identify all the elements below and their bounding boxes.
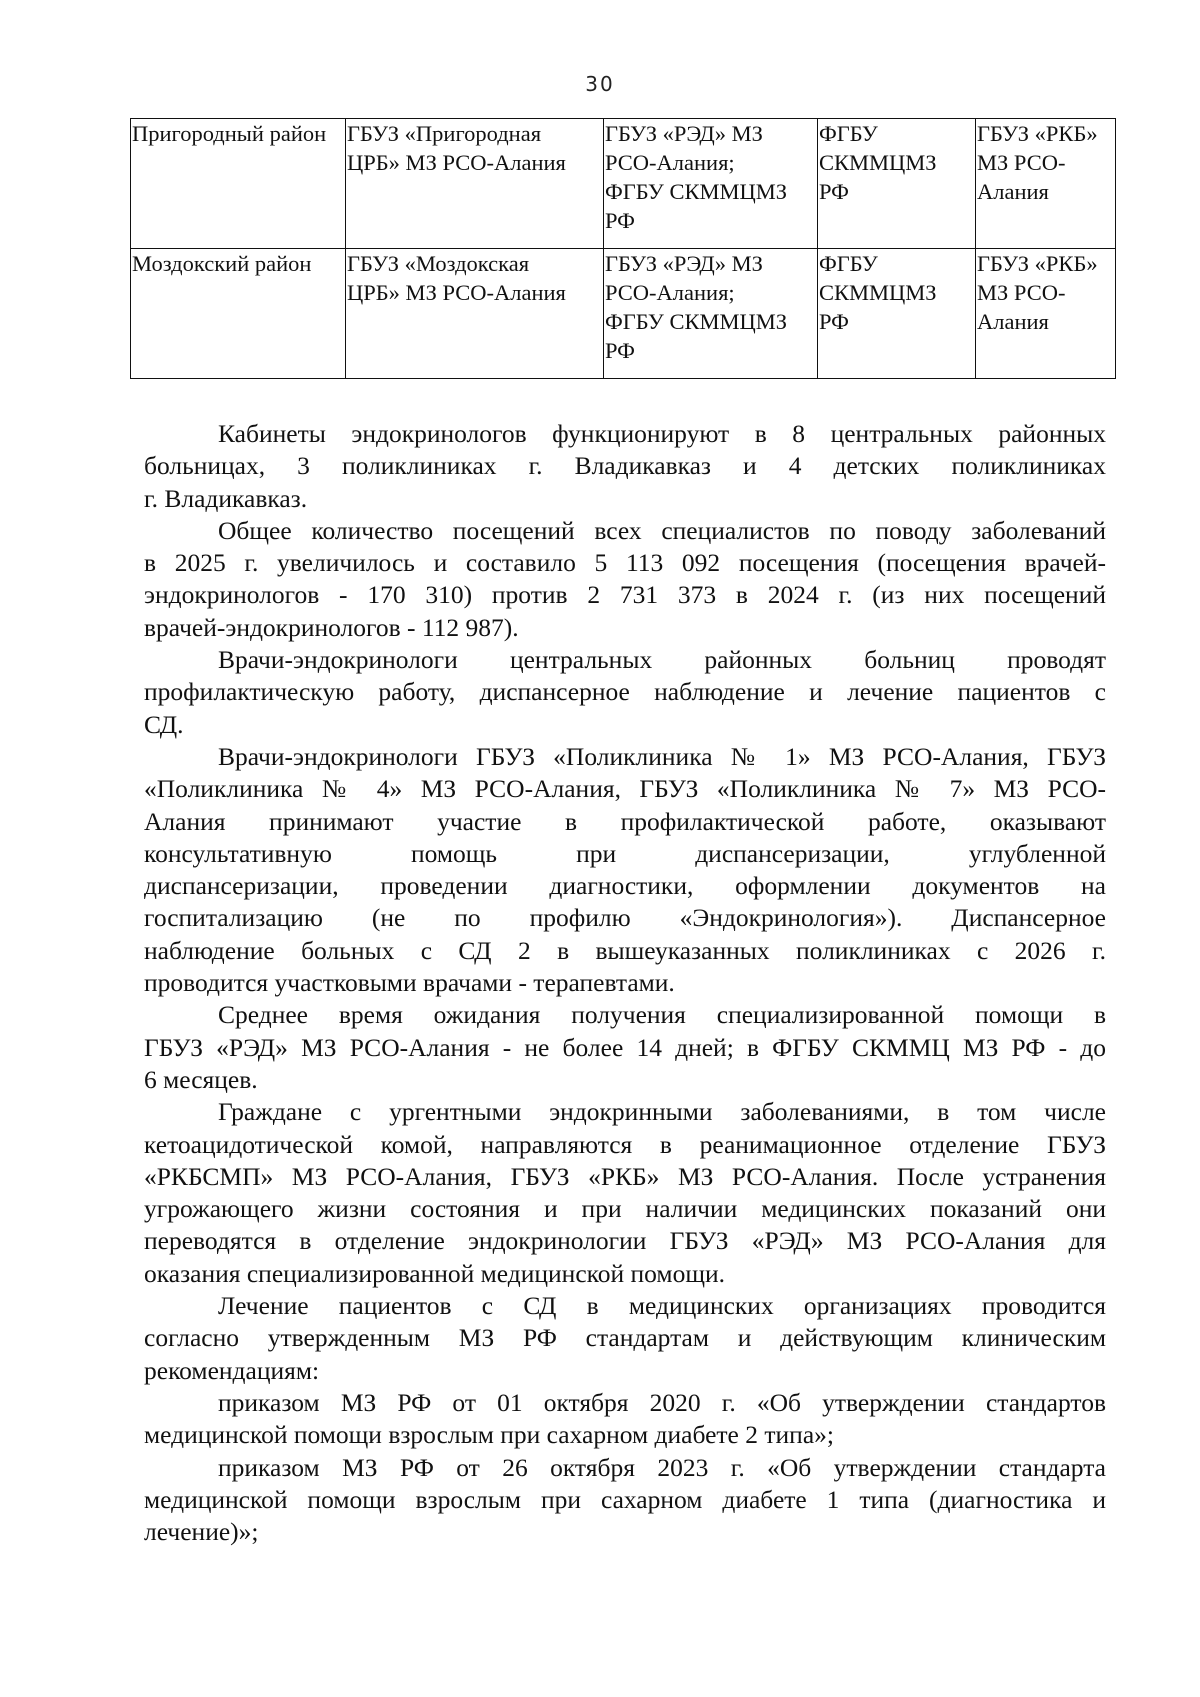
- table-cell-crb: [346, 249, 604, 379]
- text-line: в 2025 г. увеличилось и составило 5 113 092 посещения (посещения врачей-: [144, 548, 1106, 578]
- text-line: кетоацидотической комой, направляются в реанимационное отделение ГБУЗ: [144, 1129, 1106, 1159]
- text-line: госпитализацию (не по профилю «Эндокринология»). Диспансерное: [144, 903, 1106, 933]
- text-line: рекомендациям:: [144, 1355, 320, 1385]
- cell-text-line: ГБУЗ «РКБ»: [977, 251, 1098, 276]
- table-cell-fgbu: [818, 119, 976, 249]
- table-cell-red: [604, 119, 818, 249]
- text-line: «Поликлиника № 4» МЗ РСО-Алания, ГБУЗ «Поликлиника № 7» МЗ РСО-: [144, 774, 1106, 804]
- cell-text-line: ГБУЗ «Моздокская: [347, 251, 530, 276]
- paragraph: [144, 741, 1106, 999]
- text-line: оказания специализированной медицинской помощи.: [144, 1258, 725, 1288]
- text-line: медицинской помощи взрослым при сахарном диабете 1 типа (диагностика и: [144, 1484, 1106, 1514]
- paragraph: [144, 999, 1106, 1096]
- cell-text-line: МЗ РСО-: [977, 150, 1066, 175]
- cell-text-line: Алания: [977, 309, 1049, 334]
- text-line: приказом МЗ РФ от 01 октября 2020 г. «Об утверждении стандартов: [218, 1387, 1106, 1417]
- table-cell-district: [131, 249, 346, 379]
- text-line: наблюдение больных с СД 2 в вышеуказанных поликлиниках с 2026 г.: [144, 935, 1106, 965]
- text-line: ГБУЗ «РЭД» МЗ РСО-Алания - не более 14 дней; в ФГБУ СКММЦ МЗ РФ - до: [144, 1032, 1106, 1062]
- table-cell-fgbu: [818, 249, 976, 379]
- cell-text-line: ГБУЗ «Пригородная: [347, 121, 542, 146]
- organizations-table: [130, 118, 1116, 379]
- cell-text-line: РСО-Алания;: [605, 150, 735, 175]
- cell-text-line: ГБУЗ «РКБ»: [977, 121, 1098, 146]
- text-line: 6 месяцев.: [144, 1064, 258, 1094]
- text-line: Врачи-эндокринологи ГБУЗ «Поликлиника № 1» МЗ РСО-Алания, ГБУЗ: [218, 741, 1106, 771]
- table-row: [131, 249, 1116, 379]
- text-line: лечение)»;: [144, 1517, 259, 1547]
- cell-text-line: Моздокский район: [132, 251, 312, 276]
- paragraph: [144, 418, 1106, 515]
- text-line: врачей-эндокринологов - 112 987).: [144, 612, 519, 642]
- table-cell-red: [604, 249, 818, 379]
- cell-text-line: СКММЦМЗ: [819, 150, 937, 175]
- table-cell-rkb: [976, 249, 1116, 379]
- text-line: СД.: [144, 709, 184, 739]
- cell-text-line: ГБУЗ «РЭД» МЗ: [605, 121, 763, 146]
- cell-text-line: ГБУЗ «РЭД» МЗ: [605, 251, 763, 276]
- text-line: Врачи-эндокринологи центральных районных больниц проводят: [218, 645, 1106, 675]
- cell-text-line: РФ: [605, 338, 635, 363]
- cell-text-line: МЗ РСО-: [977, 280, 1066, 305]
- text-line: Среднее время ожидания получения специализированной помощи в: [218, 1000, 1106, 1030]
- cell-text-line: СКММЦМЗ: [819, 280, 937, 305]
- text-line: угрожающего жизни состояния и при наличии медицинских показаний они: [144, 1194, 1106, 1224]
- text-line: консультативную помощь при диспансеризации, углубленной: [144, 838, 1106, 868]
- text-line: переводятся в отделение эндокринологии ГБУЗ «РЭД» МЗ РСО-Алания для: [144, 1226, 1106, 1256]
- paragraph: [144, 1096, 1106, 1290]
- cell-text-line: Алания: [977, 179, 1049, 204]
- table-row: [131, 119, 1116, 249]
- text-line: медицинской помощи взрослым при сахарном диабете 2 типа»;: [144, 1420, 834, 1450]
- table-body: [131, 119, 1116, 379]
- text-line: Лечение пациентов с СД в медицинских организациях проводится: [218, 1291, 1106, 1321]
- cell-text-line: РСО-Алания;: [605, 280, 735, 305]
- text-line: «РКБСМП» МЗ РСО-Алания, ГБУЗ «РКБ» МЗ РСО-Алания. После устранения: [144, 1161, 1106, 1191]
- text-line: Алания принимают участие в профилактической работе, оказывают: [144, 806, 1106, 836]
- text-line: г. Владикавказ.: [144, 483, 308, 513]
- text-line: проводится участковыми врачами - терапевтами.: [144, 968, 675, 998]
- cell-text-line: РФ: [819, 179, 849, 204]
- paragraph: [144, 515, 1106, 644]
- paragraph: [144, 1452, 1106, 1549]
- cell-text-line: Пригородный район: [132, 121, 327, 146]
- cell-text-line: ФГБУ СКММЦМЗ: [605, 309, 788, 334]
- table-cell-crb: [346, 119, 604, 249]
- cell-text-line: ФГБУ: [819, 251, 878, 276]
- cell-text-line: ФГБУ СКММЦМЗ: [605, 179, 788, 204]
- page-number: 30: [585, 72, 615, 96]
- document-body: [144, 418, 1106, 1548]
- cell-text-line: ФГБУ: [819, 121, 878, 146]
- text-line: больницах, 3 поликлиниках г. Владикавказ и 4 детских поликлиниках: [144, 451, 1106, 481]
- paragraph: [144, 644, 1106, 741]
- text-line: эндокринологов - 170 310) против 2 731 373 в 2024 г. (из них посещений: [144, 580, 1106, 610]
- cell-text-line: РФ: [819, 309, 849, 334]
- cell-text-line: РФ: [605, 208, 635, 233]
- cell-text-line: ЦРБ» МЗ РСО-Алания: [347, 280, 566, 305]
- text-line: Граждане с ургентными эндокринными заболеваниями, в том числе: [218, 1097, 1106, 1127]
- table-cell-rkb: [976, 119, 1116, 249]
- text-line: профилактическую работу, диспансерное наблюдение и лечение пациентов с: [144, 677, 1106, 707]
- paragraph: [144, 1387, 1106, 1452]
- text-line: Кабинеты эндокринологов функционируют в 8 центральных районных: [218, 419, 1106, 448]
- text-line: Общее количество посещений всех специалистов по поводу заболеваний: [218, 515, 1106, 545]
- paragraph: [144, 1290, 1106, 1387]
- cell-text-line: ЦРБ» МЗ РСО-Алания: [347, 150, 566, 175]
- text-line: приказом МЗ РФ от 26 октября 2023 г. «Об утверждении стандарта: [218, 1452, 1106, 1482]
- table-cell-district: [131, 119, 346, 249]
- text-line: согласно утвержденным МЗ РФ стандартам и действующим клиническим: [144, 1323, 1106, 1353]
- text-line: диспансеризации, проведении диагностики, оформлении документов на: [144, 871, 1106, 901]
